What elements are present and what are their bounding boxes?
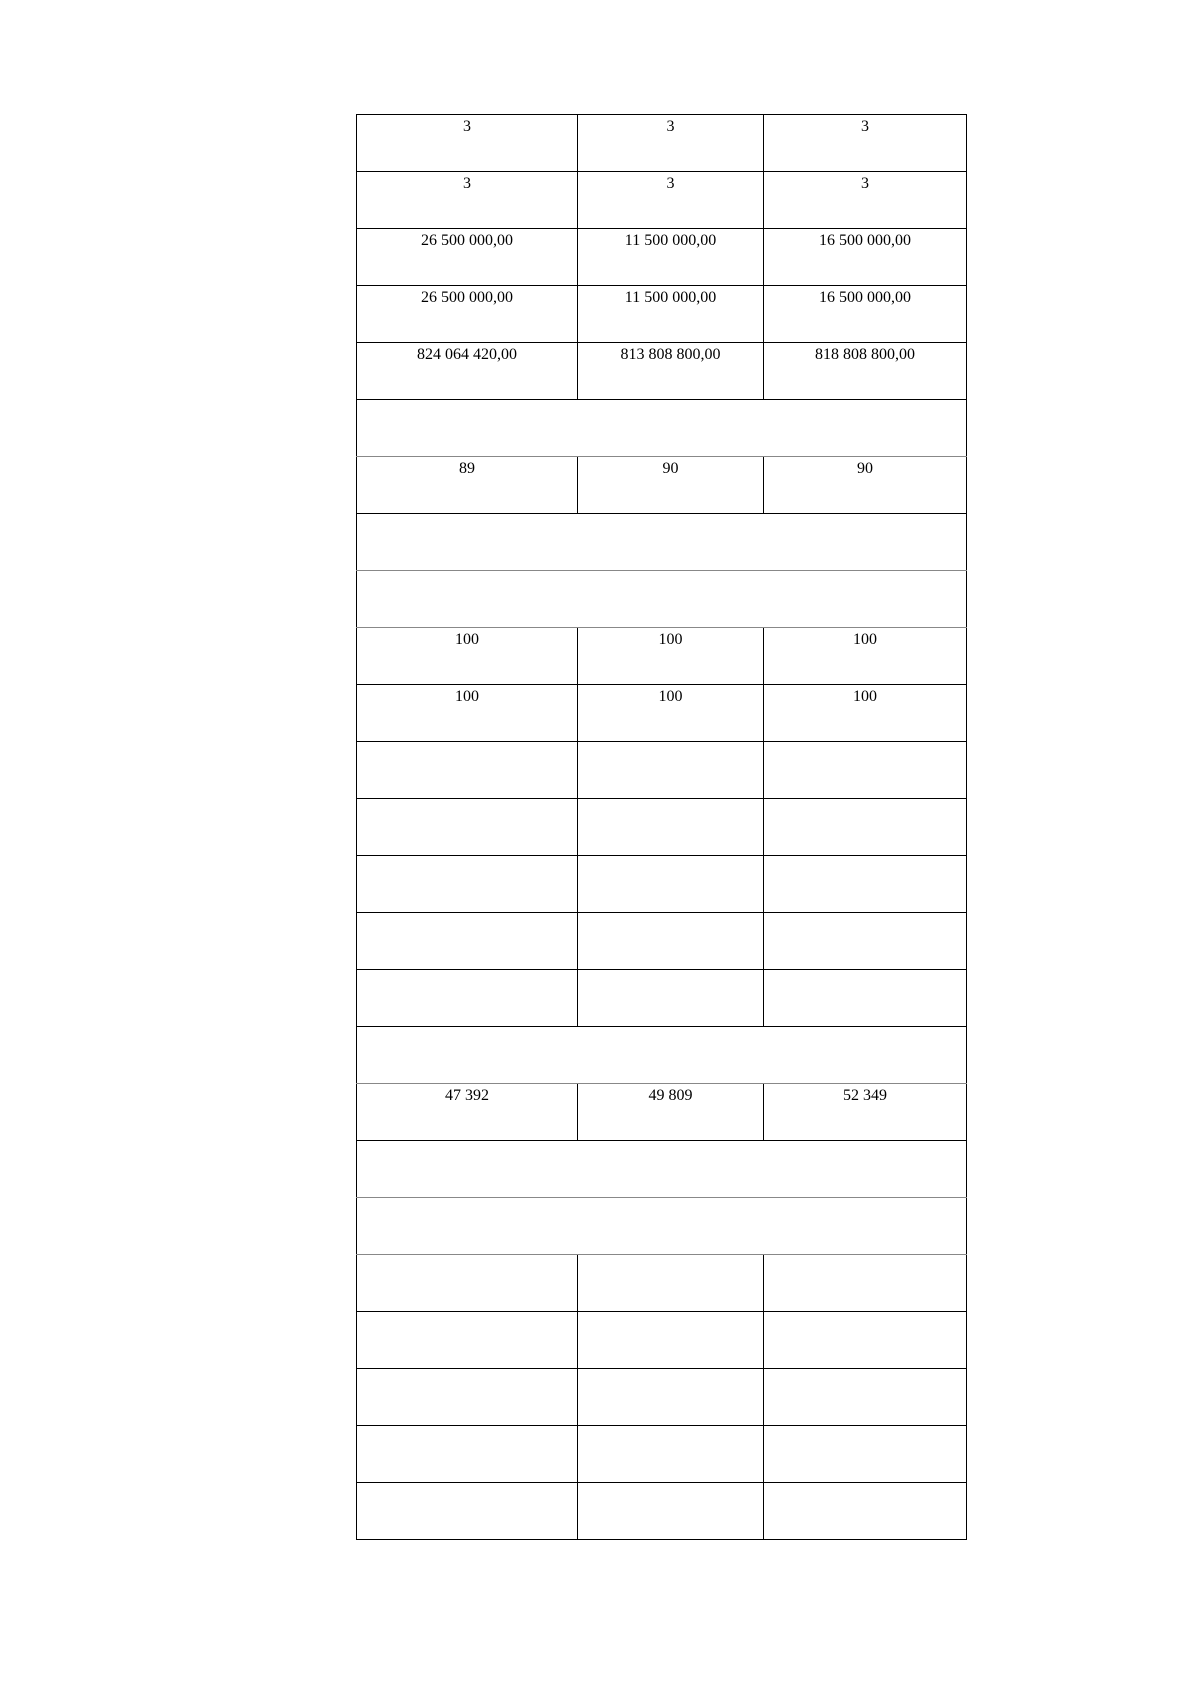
table-cell (764, 1426, 967, 1483)
cell-value (578, 1369, 763, 1372)
table-cell (357, 799, 578, 856)
cell-value: 90 (662, 460, 679, 477)
cell-value (578, 1312, 763, 1315)
table-row (357, 799, 967, 856)
cell-value (357, 1369, 577, 1372)
table-row (357, 742, 967, 799)
table-cell (357, 172, 578, 229)
table-cell (764, 343, 967, 400)
cell-value: 26 500 000,00 (421, 232, 513, 249)
table-cell (357, 685, 578, 742)
table-cell (764, 1312, 967, 1369)
table-cell (357, 1312, 578, 1369)
table-row (357, 400, 967, 457)
table-cell (764, 1483, 967, 1540)
cell-value (578, 742, 763, 745)
cell-value (357, 742, 577, 745)
cell-value (764, 856, 966, 859)
table-cell (764, 628, 967, 685)
table-cell (578, 742, 764, 799)
cell-value: 11 500 000,00 (624, 289, 717, 306)
table-cell (578, 970, 764, 1027)
table-cell (357, 343, 578, 400)
table-cell (357, 1084, 578, 1141)
table-cell (578, 1084, 764, 1141)
table-cell (578, 343, 764, 400)
table-row (357, 514, 967, 571)
table-cell (357, 742, 578, 799)
table-row (357, 970, 967, 1027)
cell-value (357, 913, 577, 916)
table-row (357, 628, 967, 685)
cell-value: 3 (666, 175, 675, 192)
cell-value (357, 1426, 577, 1429)
table-cell (578, 913, 764, 970)
table-cell (764, 742, 967, 799)
cell-value (357, 1312, 577, 1315)
table-row (357, 343, 967, 400)
cell-value: 100 (658, 688, 683, 705)
table-cell (578, 457, 764, 514)
table-cell (764, 1369, 967, 1426)
table-row (357, 1369, 967, 1426)
cell-value (578, 856, 763, 859)
table-row (357, 685, 967, 742)
table-cell (357, 1426, 578, 1483)
table-cell (578, 1312, 764, 1369)
cell-value (578, 1255, 763, 1258)
cell-value: 16 500 000,00 (819, 232, 911, 249)
cell-value: 47 392 (445, 1087, 489, 1104)
table-cell (764, 286, 967, 343)
table-cell (578, 115, 764, 172)
table-row (357, 1255, 967, 1312)
table-cell (357, 286, 578, 343)
cell-value: 16 500 000,00 (819, 289, 911, 306)
cell-value (578, 913, 763, 916)
table-cell (578, 172, 764, 229)
table-cell (764, 229, 967, 286)
cell-value (357, 1255, 577, 1258)
table-row (357, 457, 967, 514)
table-row (357, 1198, 967, 1255)
cell-value: 100 (455, 688, 479, 705)
section-row-cell (357, 571, 967, 628)
table-cell (357, 229, 578, 286)
cell-value (764, 913, 966, 916)
table-cell (578, 229, 764, 286)
table-row (357, 1141, 967, 1198)
table-cell (764, 457, 967, 514)
cell-value (764, 1426, 966, 1429)
section-row-cell (357, 1198, 967, 1255)
table-cell (764, 799, 967, 856)
cell-value: 813 808 800,00 (620, 346, 721, 363)
table-cell (578, 628, 764, 685)
table-row (357, 1084, 967, 1141)
cell-value (764, 1312, 966, 1315)
cell-value: 3 (861, 118, 869, 135)
cell-value (764, 799, 966, 802)
cell-value (357, 799, 577, 802)
cell-value (357, 1483, 577, 1486)
cell-value: 89 (459, 460, 475, 477)
cell-value: 100 (455, 631, 479, 648)
table-cell (578, 1369, 764, 1426)
cell-value (357, 970, 577, 973)
cell-value (578, 1483, 763, 1486)
table-cell (357, 628, 578, 685)
section-row-cell (357, 1027, 967, 1084)
cell-value: 49 809 (648, 1087, 693, 1104)
table-cell (764, 172, 967, 229)
table-cell (764, 685, 967, 742)
table-row (357, 115, 967, 172)
table-row (357, 1027, 967, 1084)
table-cell (357, 1369, 578, 1426)
table-cell (764, 115, 967, 172)
table-cell (357, 913, 578, 970)
table-cell (578, 1255, 764, 1312)
table-cell (357, 457, 578, 514)
table-cell (357, 115, 578, 172)
table-cell (578, 286, 764, 343)
table-cell (764, 913, 967, 970)
section-row-cell (357, 1141, 967, 1198)
cell-value (357, 856, 577, 859)
table-row (357, 1426, 967, 1483)
data-table (356, 114, 967, 1540)
table-cell (357, 1483, 578, 1540)
cell-value (764, 742, 966, 745)
cell-value (764, 970, 966, 973)
cell-value (764, 1255, 966, 1258)
cell-value: 818 808 800,00 (815, 346, 915, 363)
table-row (357, 1312, 967, 1369)
table-row (357, 856, 967, 913)
table-cell (357, 856, 578, 913)
table-cell (578, 685, 764, 742)
cell-value: 100 (853, 631, 877, 648)
table-cell (578, 856, 764, 913)
table-cell (357, 970, 578, 1027)
table-cell (578, 1483, 764, 1540)
table-cell (764, 856, 967, 913)
cell-value: 100 (658, 631, 683, 648)
table-cell (357, 1255, 578, 1312)
table-cell (764, 970, 967, 1027)
cell-value (578, 1426, 763, 1429)
table-row (357, 286, 967, 343)
table-cell (764, 1255, 967, 1312)
table-row (357, 172, 967, 229)
table-row (357, 571, 967, 628)
cell-value: 3 (463, 175, 471, 192)
cell-value (764, 1483, 966, 1486)
cell-value: 11 500 000,00 (624, 232, 717, 249)
table-row (357, 1483, 967, 1540)
cell-value (764, 1369, 966, 1372)
table-cell (578, 799, 764, 856)
cell-value: 52 349 (843, 1087, 887, 1104)
table-cell (578, 1426, 764, 1483)
cell-value (578, 799, 763, 802)
cell-value: 824 064 420,00 (417, 346, 517, 363)
cell-value: 3 (666, 118, 675, 135)
cell-value: 100 (853, 688, 877, 705)
table-cell (764, 1084, 967, 1141)
cell-value: 3 (861, 175, 869, 192)
cell-value: 90 (857, 460, 873, 477)
section-row-cell (357, 400, 967, 457)
table-row (357, 913, 967, 970)
table-body (357, 115, 967, 1540)
cell-value: 26 500 000,00 (421, 289, 513, 306)
cell-value (578, 970, 763, 973)
table-row (357, 229, 967, 286)
section-row-cell (357, 514, 967, 571)
cell-value: 3 (463, 118, 471, 135)
